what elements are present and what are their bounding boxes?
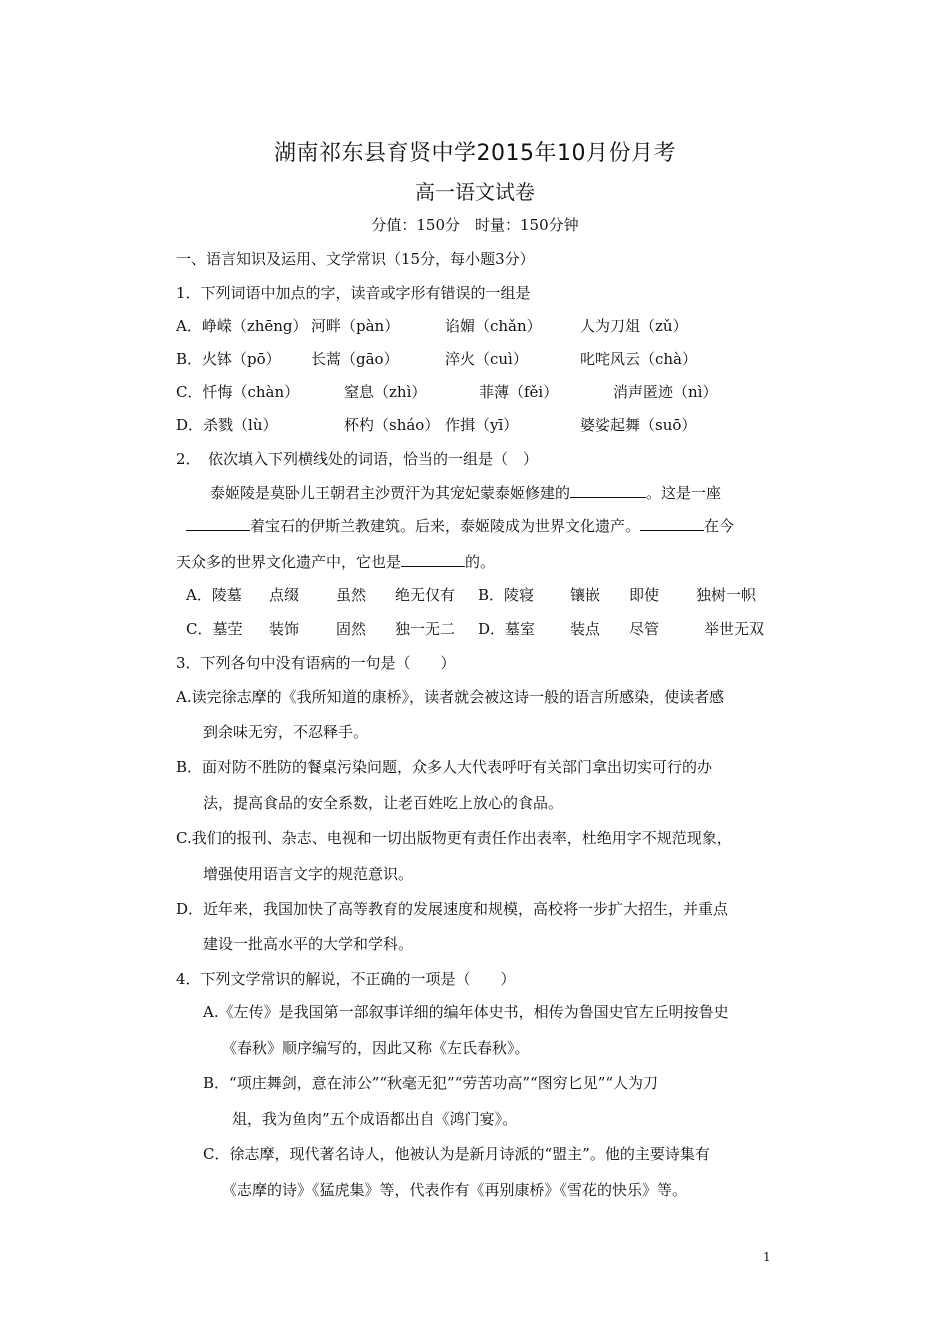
q1-b-2: 长蒿（gāo） — [311, 350, 399, 368]
q4-option-c-line1: C．徐志摩，现代著名诗人，他被认为是新月诗派的“盟主”。他的主要诗集有 — [203, 1145, 710, 1163]
q2-r1-5: B．陵寝 — [478, 586, 535, 604]
q4-option-a-line1: A.《左传》是我国第一部叙事详细的编年体史书，相传为鲁国史官左丘明按鲁史 — [203, 1003, 729, 1021]
q3-option-d-line2: 建设一批高水平的大学和学科。 — [203, 935, 414, 953]
q2-text-1: 泰姬陵是莫卧儿王朝君主沙贾汗为其宠妃蒙泰姬修建的 — [210, 484, 571, 502]
q1-b-4: 叱咤风云（chà） — [580, 350, 698, 368]
q3-option-b-line1: B．面对防不胜防的餐桌污染问题，众多人大代表呼吁有关部门拿出切实可行的办 — [176, 758, 713, 776]
exam-meta: 分值：150分 时量：150分钟 — [371, 216, 579, 234]
q1-c-3: 菲薄（fěi） — [479, 383, 559, 401]
q2-r1-4: 绝无仅有 — [395, 586, 456, 604]
q3-option-a-line1: A.读完徐志摩的《我所知道的康桥》，读者就会被这诗一般的语言所感染，使读者感 — [176, 688, 725, 706]
q2-text-3: 着宝石的伊斯兰教建筑。后来，泰姬陵成为世界文化遗产。 — [250, 517, 641, 535]
q2-r2-5: D．墓室 — [478, 620, 536, 638]
q1-a-2: 河畔（pàn） — [311, 317, 400, 335]
q1-b-1: B．火钵（pō） — [176, 350, 281, 368]
q1-d-1: D．杀戮（lù） — [176, 416, 278, 434]
q1-a-1: A．峥嵘（zhēng） — [176, 317, 308, 335]
q2-text-6: 的。 — [465, 553, 496, 571]
q4-option-b-line2: 俎，我为鱼肉”五个成语都出自《鸿门宴》。 — [232, 1110, 518, 1128]
q2-stem: 2． 依次填入下列横线处的词语，恰当的一组是（ ） — [176, 450, 539, 468]
q2-passage-line1 — [210, 482, 721, 503]
q2-text-4: 在今 — [704, 517, 735, 535]
q1-c-4: 消声匿迹（nì） — [613, 383, 718, 401]
q4-option-a-line2: 《春秋》顺序编写的，因此又称《左氏春秋》。 — [222, 1039, 530, 1057]
exam-subtitle: 高一语文试卷 — [415, 180, 535, 204]
q2-passage-line2 — [186, 515, 734, 536]
q2-text-5: 天众多的世界文化遗产中，它也是 — [176, 553, 402, 571]
q2-r2-3: 固然 — [336, 620, 367, 638]
q2-text-2: 。这是一座 — [646, 484, 722, 502]
q2-r2-6: 装点 — [570, 620, 601, 638]
section-heading: 一、语言知识及运用、文学常识（15分，每小题3分） — [176, 250, 535, 268]
q1-stem: 1．下列词语中加点的字，读音或字形有错误的一组是 — [176, 284, 531, 302]
exam-title: 湖南祁东县育贤中学2015年10月份月考 — [274, 141, 676, 166]
q1-b-3: 淬火（cuì） — [445, 350, 528, 368]
answer-blank-2 — [186, 515, 250, 531]
q1-d-2: 杯杓（sháo） — [344, 416, 440, 434]
page-number: 1 — [763, 1250, 771, 1264]
q1-d-3: 作揖（yī） — [445, 416, 519, 434]
q2-r2-2: 装饰 — [269, 620, 300, 638]
q2-r1-7: 即使 — [629, 586, 660, 604]
q2-r1-3: 虽然 — [336, 586, 367, 604]
q3-option-b-line2: 法，提高食品的安全系数，让老百姓吃上放心的食品。 — [203, 794, 564, 812]
q2-r1-2: 点缀 — [269, 586, 300, 604]
q4-stem: 4．下列文学常识的解说，不正确的一项是（ ） — [176, 970, 516, 988]
answer-blank-1 — [570, 482, 646, 498]
q1-c-2: 窒息（zhì） — [344, 383, 427, 401]
q2-passage-line3 — [176, 551, 495, 572]
q2-r2-7: 尽管 — [629, 620, 660, 638]
q2-r2-4: 独一无二 — [395, 620, 456, 638]
q2-r2-8: 举世无双 — [704, 620, 765, 638]
q4-option-c-line2: 《志摩的诗》《猛虎集》等，代表作有《再别康桥》《雪花的快乐》等。 — [222, 1181, 688, 1199]
q3-stem: 3．下列各句中没有语病的一句是（ ） — [176, 654, 456, 672]
q1-a-4: 人为刀俎（zǔ） — [580, 317, 688, 335]
q3-option-a-line2: 到余味无穷，不忍释手。 — [203, 723, 369, 741]
answer-blank-4 — [401, 551, 465, 567]
q3-option-c-line2: 增强使用语言文字的规范意识。 — [203, 865, 414, 883]
q1-d-4: 婆娑起舞（suō） — [580, 416, 697, 434]
q3-option-d-line1: D．近年来，我国加快了高等教育的发展速度和规模，高校将一步扩大招生，并重点 — [176, 900, 729, 918]
answer-blank-3 — [640, 515, 704, 531]
q3-option-c-line1: C.我们的报刊、杂志、电视和一切出版物更有责任作出表率，杜绝用字不规范现象， — [176, 829, 732, 847]
q2-r1-6: 镶嵌 — [570, 586, 601, 604]
q2-r2-1: C．墓茔 — [186, 620, 243, 638]
q2-r1-1: A．陵墓 — [186, 586, 242, 604]
q1-a-3: 谄媚（chǎn） — [445, 317, 542, 335]
q4-option-b-line1: B．“项庄舞剑，意在沛公”“秋毫无犯”“劳苦功高”“图穷匕见”“人为刀 — [203, 1074, 659, 1092]
q2-r1-8: 独树一帜 — [696, 586, 757, 604]
q1-c-1: C．忏悔（chàn） — [176, 383, 300, 401]
